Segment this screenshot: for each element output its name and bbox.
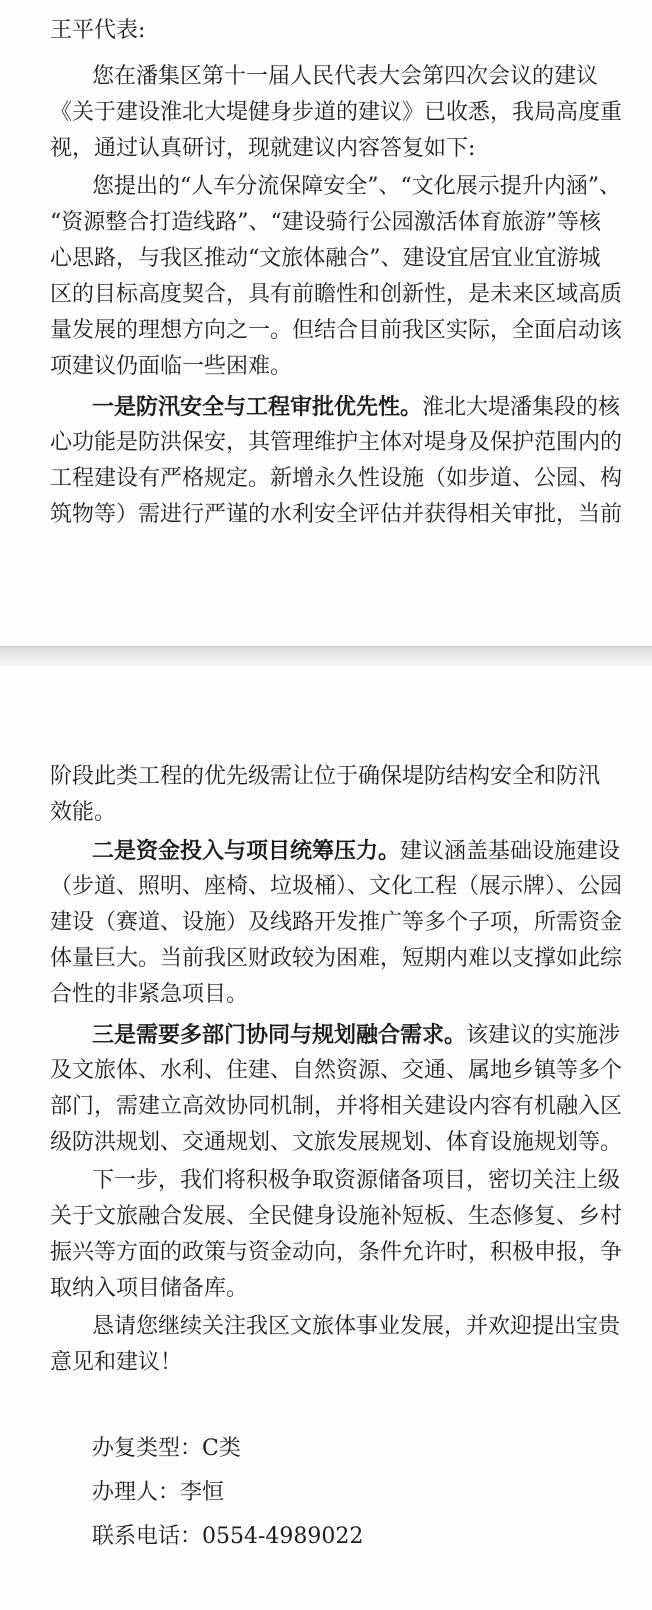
point-3-first-line: [92, 1022, 620, 1049]
point-1-first-line: [92, 394, 620, 421]
paragraph-line: 效能。: [50, 800, 117, 825]
paragraph-line: 下一步，我们将积极争取资源储备项目，密切关注上级: [92, 1168, 621, 1193]
letter-page-2: [0, 666, 652, 1610]
paragraph-line: （步道、照明、座椅、垃圾桶）、文化工程（展示牌）、公园: [50, 874, 623, 899]
page-separator: [0, 646, 652, 667]
paragraph-line: 筑物等）需进行严谨的水利安全评估并获得相关审批，当前: [50, 502, 623, 527]
salutation: 王平代表:: [50, 18, 146, 43]
paragraph-line: 恳请您继续关注我区文旅体事业发展，并欢迎提出宝贵: [92, 1314, 621, 1339]
paragraph-line: 及文旅体、水利、住建、自然资源、交通、属地乡镇等多个: [50, 1058, 623, 1083]
point-1-text: 淮北大堤潘集段的核: [422, 395, 621, 420]
point-1-heading: 一是防汛安全与工程审批优先性。: [92, 394, 423, 420]
handler-name: 办理人：李恒: [92, 1480, 225, 1505]
point-3-text: 该建议的实施涉: [466, 1023, 621, 1048]
paragraph-line: 量发展的理想方向之一。但结合目前我区实际，全面启动该: [50, 318, 623, 343]
paragraph-line: 区的目标高度契合，具有前瞻性和创新性，是未来区域高质: [50, 282, 623, 307]
paragraph-line: 心思路，与我区推动“文旅体融合”、建设宜居宜业宜游城: [50, 246, 601, 271]
paragraph-line: 您在潘集区第十一届人民代表大会第四次会议的建议: [92, 64, 599, 89]
paragraph-line: 阶段此类工程的优先级需让位于确保堤防结构安全和防汛: [50, 764, 601, 789]
paragraph-line: 视，通过认真研讨，现就建议内容答复如下:: [50, 136, 476, 161]
paragraph-line: 级防洪规划、交通规划、文旅发展规划、体育设施规划等。: [50, 1130, 623, 1155]
paragraph-line: 您提出的“人车分流保障安全”、“文化展示提升内涵”、: [92, 174, 621, 199]
paragraph-line: 部门，需建立高效协同机制，并将相关建设内容有机融入区: [50, 1094, 623, 1119]
point-2-first-line: [92, 838, 620, 865]
paragraph-line: 体量巨大。当前我区财政较为困难，短期内难以支撑如此综: [50, 946, 623, 971]
paragraph-line: 关于文旅融合发展、全民健身设施补短板、生态修复、乡村: [50, 1204, 623, 1229]
paragraph-line: 意见和建议！: [50, 1350, 183, 1375]
paragraph-line: 心功能是防洪保安，其管理维护主体对堤身及保护范围内的: [50, 430, 623, 455]
paragraph-line: 振兴等方面的政策与资金动向，条件允许时，积极申报，争: [50, 1240, 623, 1265]
paragraph-line: “资源整合打造线路”、“建设骑行公园激活体育旅游”等核: [50, 210, 601, 235]
point-2-text: 建议涵盖基础设施建设: [400, 839, 621, 864]
contact-phone: 联系电话：0554-4989022: [92, 1524, 364, 1549]
letter-page-1: [0, 0, 652, 646]
point-3-heading: 三是需要多部门协同与规划融合需求。: [92, 1022, 467, 1048]
paragraph-line: 建设（赛道、设施）及线路开发推广等多个子项，所需资金: [50, 910, 623, 935]
paragraph-line: 合性的非紧急项目。: [50, 982, 249, 1007]
paragraph-line: 取纳入项目储备库。: [50, 1276, 249, 1301]
paragraph-line: 工程建设有严格规定。新增永久性设施（如步道、公园、构: [50, 466, 623, 491]
paragraph-line: 项建议仍面临一些困难。: [50, 354, 293, 379]
reply-type: 办复类型：C类: [92, 1436, 241, 1461]
point-2-heading: 二是资金投入与项目统筹压力。: [92, 838, 401, 864]
paragraph-line: 《关于建设淮北大堤健身步道的建议》已收悉，我局高度重: [50, 100, 623, 125]
